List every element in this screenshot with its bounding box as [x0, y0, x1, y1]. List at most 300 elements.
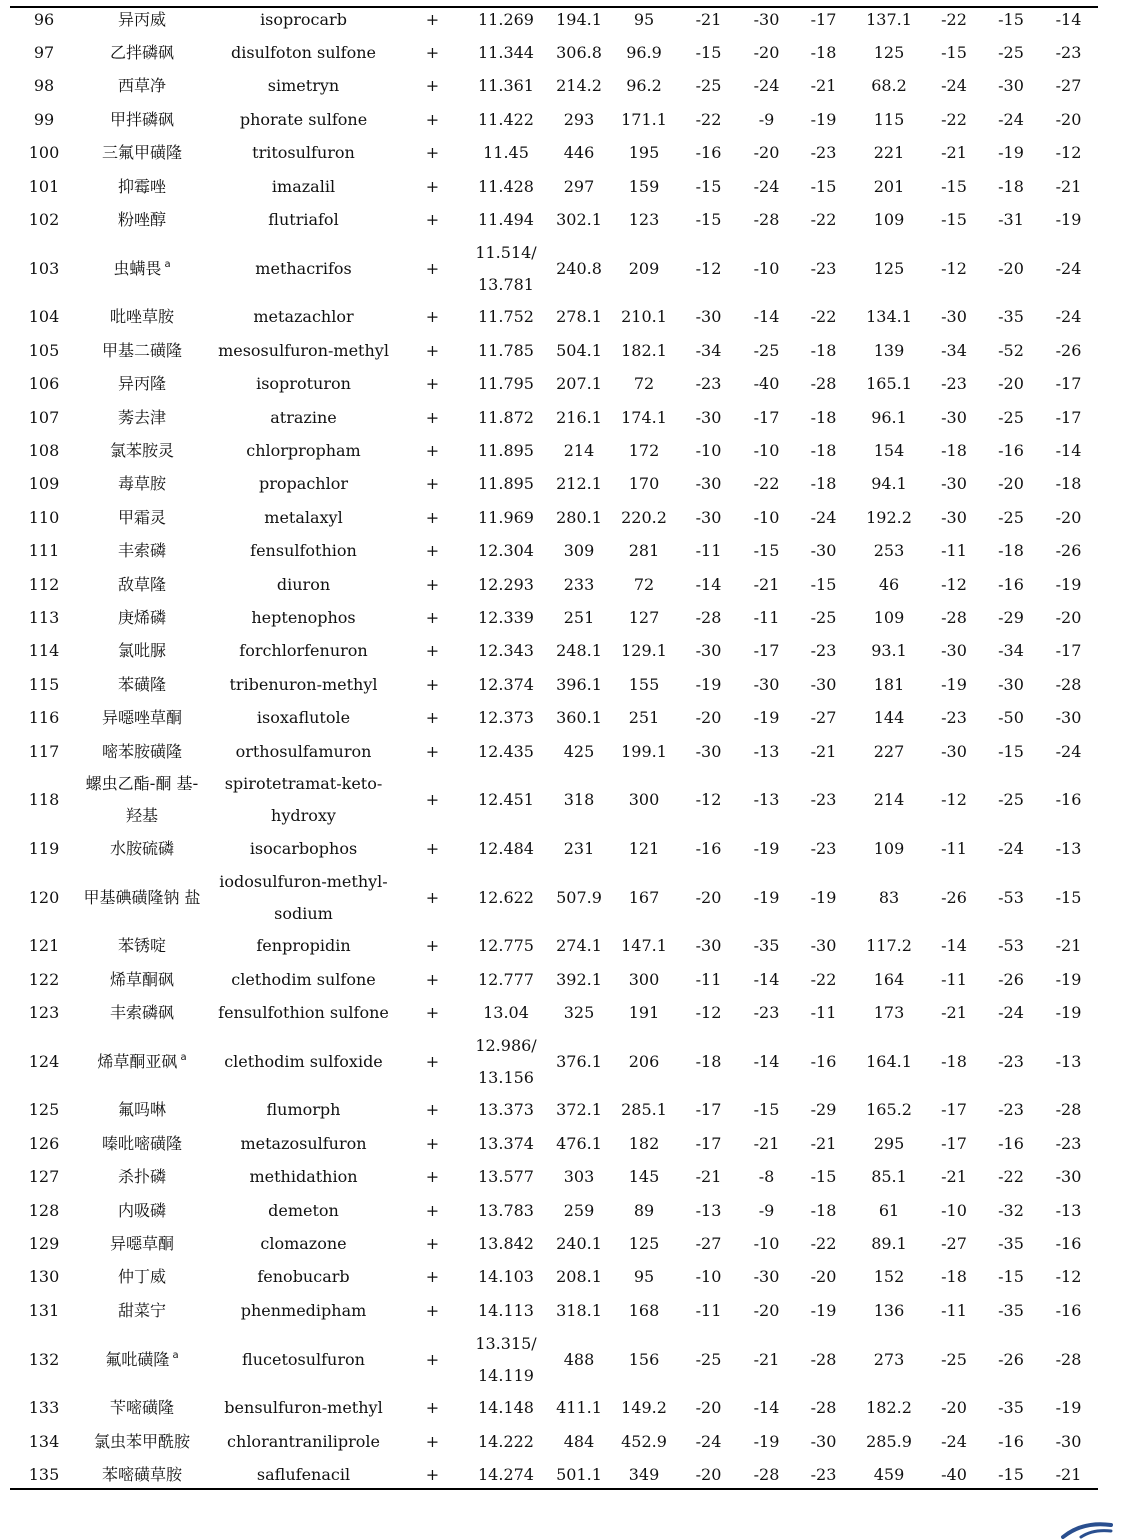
cell-chinese-name: [78, 832, 206, 865]
cell-q3-voltage-2-text: -19: [1055, 969, 1082, 989]
cell-product-ion-1-text: 121: [628, 838, 660, 858]
cell-collision-energy-2: [983, 601, 1039, 634]
cell-no: [10, 1328, 78, 1392]
cell-collision-energy-2-text: -24: [998, 838, 1024, 858]
cell-english-name-text: tritosulfuron: [252, 143, 355, 163]
cell-collision-energy-1-text: -23: [753, 1003, 780, 1023]
cell-ion-mode-text: +: [425, 574, 440, 594]
cell-q1-voltage-1-text: -10: [695, 1267, 722, 1287]
cell-retention-time-text: 11.514/ 13.781: [475, 242, 537, 294]
cell-english-name-text: fenobucarb: [257, 1267, 350, 1287]
cell-q3-voltage-2: [1039, 368, 1098, 401]
cell-collision-energy-1-text: -35: [753, 936, 780, 956]
cell-ion-mode-text: +: [425, 109, 440, 129]
cell-no: [10, 735, 78, 768]
cell-collision-energy-2: [983, 401, 1039, 434]
cell-collision-energy-2-text: -34: [998, 641, 1024, 661]
cell-product-ion-1: [610, 368, 678, 401]
cell-q3-voltage-1: [794, 203, 853, 236]
cell-q3-voltage-2: [1039, 635, 1098, 668]
cell-english-name: [206, 334, 401, 367]
cell-ion-mode-text: +: [425, 1200, 440, 1220]
cell-q1-voltage-1: [678, 1458, 739, 1491]
cell-precursor-ion: [548, 534, 610, 567]
cell-q1-voltage-1-text: -17: [695, 1133, 722, 1153]
cell-english-name-text: isoprocarb: [260, 9, 347, 29]
cell-chinese-name: [78, 1294, 206, 1327]
cell-retention-time: [464, 1328, 548, 1392]
cell-q3-voltage-2-text: -30: [1055, 1431, 1082, 1451]
cell-ion-mode-text: +: [425, 340, 440, 360]
cell-q3-voltage-2: [1039, 1161, 1098, 1194]
cell-chinese-name-text: 三氟甲磺隆: [101, 143, 182, 163]
cell-q1-voltage-2-text: -30: [941, 507, 967, 527]
cell-product-ion-2-text: 144: [873, 708, 905, 728]
cell-collision-energy-2: [983, 832, 1039, 865]
cell-chinese-name: [78, 1094, 206, 1127]
cell-collision-energy-1: [739, 3, 794, 36]
cell-q1-voltage-2: [925, 701, 983, 734]
cell-collision-energy-1: [739, 735, 794, 768]
cell-product-ion-1-text: 300: [628, 969, 660, 989]
cell-chinese-name-text: 庚烯磷: [117, 607, 166, 627]
cell-q3-voltage-2-text: -16: [1055, 1234, 1082, 1254]
cell-retention-time-text: 14.222: [478, 1431, 534, 1451]
cell-collision-energy-1: [739, 203, 794, 236]
cell-product-ion-2-text: 164.1: [866, 1051, 912, 1071]
cell-english-name: [206, 1458, 401, 1491]
cell-q3-voltage-2: [1039, 103, 1098, 136]
cell-q1-voltage-1-text: -20: [695, 708, 722, 728]
cell-retention-time-text: 12.304: [478, 541, 534, 561]
cell-product-ion-2-text: 173: [873, 1003, 905, 1023]
cell-collision-energy-1: [739, 103, 794, 136]
cell-precursor-ion-text: 208.1: [556, 1267, 602, 1287]
cell-ion-mode: [401, 930, 464, 963]
cell-collision-energy-2: [983, 1030, 1039, 1094]
cell-q1-voltage-2-text: -12: [941, 574, 967, 594]
cell-product-ion-1-text: 182.1: [621, 340, 667, 360]
cell-product-ion-2-text: 165.2: [866, 1100, 912, 1120]
cell-collision-energy-2: [983, 1261, 1039, 1294]
cell-product-ion-2-text: 253: [873, 541, 905, 561]
cell-q1-voltage-2-text: -26: [941, 887, 967, 907]
cell-product-ion-2-text: 125: [873, 43, 905, 63]
cell-collision-energy-2-text: -16: [998, 440, 1024, 460]
cell-collision-energy-2-text: -31: [998, 210, 1024, 230]
cell-chinese-name: [78, 534, 206, 567]
cell-q3-voltage-2: [1039, 1328, 1098, 1392]
cell-q3-voltage-1: [794, 1328, 853, 1392]
cell-retention-time: [464, 963, 548, 996]
cell-precursor-ion-text: 476.1: [556, 1133, 602, 1153]
cell-q3-voltage-2: [1039, 1227, 1098, 1260]
cell-product-ion-2: [853, 701, 925, 734]
cell-ion-mode-text: +: [425, 708, 440, 728]
cell-q3-voltage-1-text: -23: [810, 1464, 837, 1484]
cell-chinese-name-text: 氯虫苯甲酰胺: [93, 1431, 190, 1451]
cell-ion-mode: [401, 36, 464, 69]
cell-q3-voltage-1-text: -22: [810, 1234, 837, 1254]
cell-q1-voltage-1: [678, 1094, 739, 1127]
cell-retention-time: [464, 1194, 548, 1227]
cell-collision-energy-1-text: -21: [753, 574, 780, 594]
cell-q1-voltage-2-text: -10: [941, 1200, 967, 1220]
cell-q1-voltage-1: [678, 170, 739, 203]
cell-q3-voltage-2-text: -16: [1055, 790, 1082, 810]
cell-english-name-text: fenpropidin: [256, 936, 351, 956]
cell-precursor-ion-text: 251: [563, 607, 595, 627]
cell-q1-voltage-1-text: -20: [695, 887, 722, 907]
cell-collision-energy-1: [739, 468, 794, 501]
cell-chinese-name: [78, 137, 206, 170]
cell-q1-voltage-2: [925, 3, 983, 36]
cell-q3-voltage-2: [1039, 668, 1098, 701]
cell-ion-mode-text: +: [425, 887, 440, 907]
cell-collision-energy-2: [983, 930, 1039, 963]
cell-q3-voltage-2: [1039, 334, 1098, 367]
table-row: [10, 1328, 1098, 1392]
cell-no-text: 98: [33, 76, 55, 96]
cell-product-ion-1-text: 285.1: [621, 1100, 667, 1120]
cell-retention-time: [464, 70, 548, 103]
cell-product-ion-1: [610, 768, 678, 832]
cell-english-name: [206, 434, 401, 467]
cell-q3-voltage-1: [794, 768, 853, 832]
cell-collision-energy-2: [983, 1328, 1039, 1392]
cell-chinese-name: [78, 601, 206, 634]
cell-retention-time: [464, 468, 548, 501]
table-row: [10, 36, 1098, 69]
cell-q1-voltage-2: [925, 1030, 983, 1094]
cell-q1-voltage-2: [925, 36, 983, 69]
cell-q3-voltage-1-text: -25: [810, 607, 837, 627]
cell-q3-voltage-2: [1039, 70, 1098, 103]
cell-chinese-name-text: 烯草酮砜: [109, 969, 174, 989]
cell-no-text: 121: [28, 936, 60, 956]
cell-q1-voltage-1: [678, 866, 739, 930]
cell-ion-mode: [401, 1261, 464, 1294]
cell-collision-energy-1: [739, 137, 794, 170]
cell-ion-mode-text: +: [425, 674, 440, 694]
cell-collision-energy-2: [983, 137, 1039, 170]
cell-no-text: 109: [28, 474, 60, 494]
cell-q3-voltage-2-text: -21: [1055, 936, 1082, 956]
cell-english-name-text: heptenophos: [251, 607, 356, 627]
cell-collision-energy-2-text: -19: [998, 143, 1024, 163]
cell-collision-energy-2: [983, 3, 1039, 36]
cell-collision-energy-2-text: -16: [998, 1431, 1024, 1451]
cell-ion-mode: [401, 137, 464, 170]
cell-q1-voltage-1-text: -15: [695, 43, 722, 63]
cell-collision-energy-2-text: -35: [998, 1398, 1024, 1418]
cell-retention-time-text: 12.622: [478, 887, 534, 907]
cell-ion-mode-text: +: [425, 1398, 440, 1418]
cell-retention-time: [464, 534, 548, 567]
cell-collision-energy-2-text: -25: [998, 507, 1024, 527]
cell-no-text: 103: [28, 258, 60, 278]
cell-english-name: [206, 930, 401, 963]
cell-ion-mode-text: +: [425, 1349, 440, 1369]
cell-q1-voltage-2: [925, 70, 983, 103]
cell-no: [10, 501, 78, 534]
cell-product-ion-1: [610, 103, 678, 136]
cell-precursor-ion-text: 501.1: [556, 1464, 602, 1484]
cell-q3-voltage-2: [1039, 170, 1098, 203]
table-row: [10, 501, 1098, 534]
cell-chinese-name-text: 异丙威: [117, 9, 166, 29]
cell-no: [10, 36, 78, 69]
cell-english-name: [206, 635, 401, 668]
cell-q1-voltage-2-text: -30: [941, 641, 967, 661]
cell-q1-voltage-1-text: -24: [695, 1431, 722, 1451]
cell-english-name: [206, 170, 401, 203]
cell-product-ion-1-text: 149.2: [621, 1398, 667, 1418]
cell-english-name: [206, 1392, 401, 1425]
cell-collision-energy-1-text: -13: [753, 741, 780, 761]
cell-retention-time-text: 12.775: [478, 936, 534, 956]
cell-no-text: 115: [28, 674, 60, 694]
cell-precursor-ion-text: 280.1: [556, 507, 602, 527]
cell-product-ion-2: [853, 301, 925, 334]
cell-product-ion-1: [610, 996, 678, 1029]
cell-product-ion-1: [610, 534, 678, 567]
cell-q3-voltage-1-text: -15: [810, 176, 837, 196]
cell-english-name-text: flutriafol: [268, 210, 339, 230]
cell-product-ion-1: [610, 963, 678, 996]
cell-collision-energy-1-text: -10: [753, 1234, 780, 1254]
cell-product-ion-1: [610, 635, 678, 668]
cell-precursor-ion: [548, 434, 610, 467]
cell-retention-time: [464, 368, 548, 401]
cell-no-text: 100: [28, 143, 60, 163]
cell-ion-mode-text: +: [425, 307, 440, 327]
cell-english-name: [206, 701, 401, 734]
cell-product-ion-2-text: 96.1: [871, 407, 907, 427]
cell-retention-time: [464, 996, 548, 1029]
cell-q3-voltage-2: [1039, 963, 1098, 996]
cell-q1-voltage-2-text: -25: [941, 1349, 967, 1369]
cell-ion-mode: [401, 1227, 464, 1260]
cell-q1-voltage-1-text: -16: [695, 143, 722, 163]
cell-q3-voltage-1: [794, 1030, 853, 1094]
cell-product-ion-1: [610, 468, 678, 501]
cell-q3-voltage-2: [1039, 996, 1098, 1029]
cell-q3-voltage-2-text: -27: [1055, 76, 1082, 96]
cell-q1-voltage-2: [925, 301, 983, 334]
cell-no-text: 123: [28, 1003, 60, 1023]
table-row: [10, 534, 1098, 567]
cell-q3-voltage-2-text: -24: [1055, 258, 1082, 278]
cell-collision-energy-1-text: -17: [753, 641, 780, 661]
cell-product-ion-1-text: 220.2: [621, 507, 667, 527]
cell-q3-voltage-2-text: -12: [1055, 1267, 1082, 1287]
table-row: [10, 832, 1098, 865]
cell-no: [10, 301, 78, 334]
cell-q1-voltage-1: [678, 368, 739, 401]
cell-q3-voltage-2-text: -15: [1055, 887, 1082, 907]
cell-product-ion-2: [853, 1261, 925, 1294]
cell-ion-mode-text: +: [425, 1300, 440, 1320]
cell-product-ion-1: [610, 203, 678, 236]
cell-ion-mode-text: +: [425, 1003, 440, 1023]
cell-collision-energy-2: [983, 701, 1039, 734]
cell-english-name-text: simetryn: [267, 76, 340, 96]
cell-english-name: [206, 1161, 401, 1194]
cell-collision-energy-2: [983, 635, 1039, 668]
cell-q1-voltage-2-text: -11: [941, 838, 967, 858]
cell-q1-voltage-1: [678, 1294, 739, 1327]
cell-chinese-name-text: 苯嘧磺草胺: [101, 1464, 182, 1484]
cell-english-name-text: propachlor: [259, 474, 348, 494]
cell-q3-voltage-2: [1039, 568, 1098, 601]
table-row: [10, 368, 1098, 401]
cell-q3-voltage-1: [794, 635, 853, 668]
cell-q3-voltage-1-text: -18: [810, 440, 837, 460]
cell-collision-energy-1-text: -28: [753, 1464, 780, 1484]
table-row: [10, 334, 1098, 367]
cell-no-text: 122: [28, 969, 60, 989]
cell-q3-voltage-1: [794, 996, 853, 1029]
cell-q1-voltage-2-text: -14: [941, 936, 967, 956]
cell-retention-time-text: 12.374: [478, 674, 534, 694]
cell-chinese-name: [78, 963, 206, 996]
cell-q1-voltage-2-text: -18: [941, 440, 967, 460]
cell-collision-energy-1: [739, 1294, 794, 1327]
cell-product-ion-1-text: 251: [628, 708, 660, 728]
cell-q1-voltage-2: [925, 1227, 983, 1260]
cell-no-text: 128: [28, 1200, 60, 1220]
cell-q1-voltage-1: [678, 1030, 739, 1094]
cell-product-ion-1-text: 72: [633, 574, 655, 594]
cell-product-ion-2: [853, 1392, 925, 1425]
cell-q1-voltage-1-text: -11: [695, 1300, 722, 1320]
cell-ion-mode: [401, 1094, 464, 1127]
cell-collision-energy-1: [739, 501, 794, 534]
cell-collision-energy-1-text: -19: [753, 887, 780, 907]
cell-collision-energy-1: [739, 334, 794, 367]
cell-product-ion-2-text: 83: [878, 887, 900, 907]
cell-product-ion-1: [610, 1127, 678, 1160]
cell-english-name-text: orthosulfamuron: [235, 741, 372, 761]
cell-no: [10, 1127, 78, 1160]
cell-q1-voltage-1: [678, 36, 739, 69]
cell-product-ion-2: [853, 930, 925, 963]
cell-q1-voltage-1: [678, 832, 739, 865]
cell-product-ion-2: [853, 768, 925, 832]
cell-q3-voltage-2: [1039, 1425, 1098, 1458]
cell-retention-time-text: 12.986/ 13.156: [475, 1035, 537, 1087]
cell-english-name-text: metalaxyl: [264, 507, 343, 527]
cell-english-name: [206, 1227, 401, 1260]
cell-collision-energy-1: [739, 1392, 794, 1425]
cell-product-ion-1-text: 95: [633, 9, 655, 29]
cell-collision-energy-2-text: -32: [998, 1200, 1024, 1220]
cell-q1-voltage-2: [925, 237, 983, 301]
cell-english-name: [206, 237, 401, 301]
footnote-marker: a: [180, 1052, 187, 1064]
cell-q3-voltage-2: [1039, 1194, 1098, 1227]
cell-q3-voltage-1: [794, 334, 853, 367]
cell-product-ion-1: [610, 1294, 678, 1327]
cell-q3-voltage-1-text: -11: [810, 1003, 837, 1023]
cell-precursor-ion-text: 306.8: [556, 43, 602, 63]
cell-ion-mode: [401, 334, 464, 367]
cell-q1-voltage-1-text: -21: [695, 9, 722, 29]
cell-q1-voltage-2-text: -24: [941, 76, 967, 96]
cell-product-ion-1: [610, 501, 678, 534]
cell-q1-voltage-1: [678, 137, 739, 170]
cell-no: [10, 70, 78, 103]
cell-product-ion-2-text: 89.1: [871, 1234, 907, 1254]
cell-product-ion-2-text: 152: [873, 1267, 905, 1287]
cell-english-name: [206, 1328, 401, 1392]
cell-english-name-text: isocarbophos: [249, 838, 358, 858]
cell-ion-mode: [401, 70, 464, 103]
cell-collision-energy-2-text: -50: [998, 708, 1024, 728]
cell-product-ion-2: [853, 668, 925, 701]
cell-precursor-ion-text: 302.1: [556, 210, 602, 230]
cell-collision-energy-1: [739, 1328, 794, 1392]
cell-collision-energy-2: [983, 963, 1039, 996]
cell-collision-energy-1: [739, 1127, 794, 1160]
cell-retention-time-text: 13.315/ 14.119: [475, 1333, 537, 1385]
cell-product-ion-2-text: 109: [873, 607, 905, 627]
cell-retention-time: [464, 501, 548, 534]
cell-chinese-name-text: 氯吡脲: [117, 641, 166, 661]
cell-chinese-name-text: 敌草隆: [117, 574, 166, 594]
cell-q3-voltage-2-text: -13: [1055, 1200, 1082, 1220]
cell-product-ion-1-text: 199.1: [621, 741, 667, 761]
cell-ion-mode: [401, 568, 464, 601]
cell-q3-voltage-1: [794, 468, 853, 501]
cell-product-ion-1: [610, 1030, 678, 1094]
cell-english-name-text: bensulfuron-methyl: [224, 1398, 383, 1418]
cell-product-ion-1-text: 167: [628, 887, 660, 907]
cell-no: [10, 534, 78, 567]
cell-q1-voltage-1: [678, 401, 739, 434]
cell-collision-energy-1-text: -20: [753, 1300, 780, 1320]
cell-collision-energy-1: [739, 301, 794, 334]
cell-english-name: [206, 137, 401, 170]
cell-chinese-name: [78, 501, 206, 534]
cell-retention-time: [464, 1425, 548, 1458]
cell-no: [10, 1261, 78, 1294]
cell-retention-time-text: 12.451: [478, 790, 534, 810]
table-row: [10, 1294, 1098, 1327]
cell-q1-voltage-1: [678, 70, 739, 103]
cell-collision-energy-1: [739, 668, 794, 701]
cell-precursor-ion-text: 488: [563, 1349, 595, 1369]
cell-precursor-ion-text: 207.1: [556, 374, 602, 394]
cell-collision-energy-2: [983, 368, 1039, 401]
cell-precursor-ion: [548, 601, 610, 634]
cell-chinese-name: [78, 401, 206, 434]
cell-product-ion-2: [853, 568, 925, 601]
cell-collision-energy-2-text: -23: [998, 1051, 1024, 1071]
cell-product-ion-2-text: 109: [873, 210, 905, 230]
cell-product-ion-1: [610, 70, 678, 103]
cell-collision-energy-2-text: -35: [998, 1300, 1024, 1320]
cell-precursor-ion-text: 297: [563, 176, 595, 196]
table-row: [10, 568, 1098, 601]
cell-q3-voltage-2: [1039, 1030, 1098, 1094]
cell-q1-voltage-1: [678, 1392, 739, 1425]
cell-precursor-ion-text: 425: [563, 741, 595, 761]
cell-no-text: 113: [28, 607, 60, 627]
cell-chinese-name-text: 甲基二磺隆: [101, 340, 182, 360]
cell-ion-mode: [401, 1030, 464, 1094]
